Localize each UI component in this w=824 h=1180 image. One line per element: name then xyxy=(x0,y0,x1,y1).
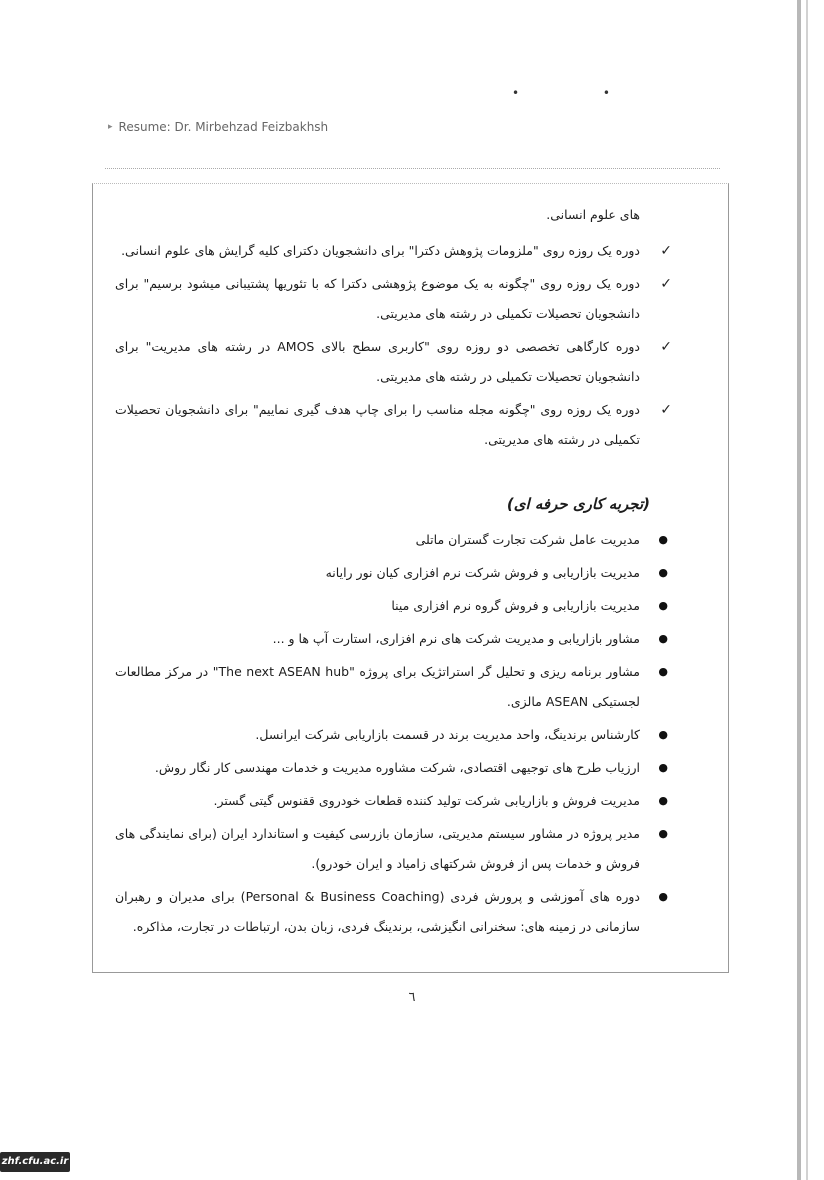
course-text: دوره یک روزه روی "چگونه به یک موضوع پژوهشی دکترا که با تئوریها پشتیبانی میشود برسیم" برای دانشجویان تحصیلات تکمیلی در رشته های مدیریتی. xyxy=(115,276,640,321)
check-icon: ✓ xyxy=(660,243,672,259)
bullet-icon: ● xyxy=(658,827,668,840)
course-item xyxy=(115,269,670,329)
experience-item xyxy=(115,591,670,621)
experience-text: مشاور بازاریابی و مدیریت شرکت های نرم افزاری، استارت آپ ها و ... xyxy=(272,631,640,646)
experience-text: دوره های آموزشی و پرورش فردی (Personal & Business Coaching) برای مدیران و رهبران سازمانی در زمینه های: سخنرانی انگیزشی، برندینگ فردی، زبان بدن، ارتباطات در تجارت، مذاکره. xyxy=(115,889,640,934)
experience-item xyxy=(115,624,670,654)
bullet-icon: ● xyxy=(658,890,668,903)
bullet-icon: ● xyxy=(658,728,668,741)
course-item xyxy=(115,332,670,392)
check-icon: ✓ xyxy=(660,402,672,418)
courses-list xyxy=(115,236,670,455)
bullet-icon: ● xyxy=(658,533,668,546)
experience-text: ارزیاب طرح های توجیهی اقتصادی، شرکت مشاوره مدیریت و خدمات مهندسی کار نگار روش. xyxy=(154,760,640,775)
header-divider xyxy=(105,168,720,169)
bullet-icon: ● xyxy=(658,794,668,807)
experience-item xyxy=(115,558,670,588)
course-text: دوره یک روزه روی "ملزومات پژوهش دکترا" برای دانشجویان دکترای کلیه گرایش های علوم انسانی. xyxy=(121,243,640,258)
course-item xyxy=(115,236,670,266)
experience-item xyxy=(115,882,670,942)
continuation-line: های علوم انسانی. xyxy=(546,207,640,222)
bullet-icon: ● xyxy=(658,599,668,612)
experience-text: مدیریت بازاریابی و فروش شرکت نرم افزاری کیان نور رایانه xyxy=(325,565,640,580)
section-title: (تجربه کاری حرفه ای) xyxy=(506,495,650,513)
page-content xyxy=(115,200,670,945)
experience-item xyxy=(115,819,670,879)
check-icon: ✓ xyxy=(660,339,672,355)
experience-text: مدیر پروژه در مشاور سیستم مدیریتی، سازمان بازرسی کیفیت و استاندارد ایران (برای نمایندگی های فروش و خدمات پس از فروش شرکتهای زامیاد و ایران خودرو). xyxy=(115,826,640,871)
course-text: دوره یک روزه روی "چگونه مجله مناسب را برای چاپ هدف گیری نماییم" برای دانشجویان تحصیلات تکمیلی در رشته های مدیریتی. xyxy=(115,402,640,447)
check-icon: ✓ xyxy=(660,276,672,292)
experience-item xyxy=(115,657,670,717)
header-text: Resume: Dr. Mirbehzad Feizbakhsh xyxy=(118,120,329,134)
experience-text: مدیریت فروش و بازاریابی شرکت تولید کننده قطعات خودروی ققنوس گیتی گستر. xyxy=(213,793,640,808)
experience-item xyxy=(115,753,670,783)
bullet-icon: ● xyxy=(658,566,668,579)
experience-item xyxy=(115,720,670,750)
resume-header xyxy=(108,120,328,134)
course-item xyxy=(115,395,670,455)
footer-logo[interactable]: zhf.cfu.ac.ir xyxy=(0,1152,70,1172)
page-number: ٦ xyxy=(408,990,416,1005)
experience-text: مشاور برنامه ریزی و تحلیل گر استراتژیک برای پروژه "The next ASEAN hub" در مرکز مطالعات لجستیکی ASEAN مالزی. xyxy=(115,664,640,709)
triangle-right-icon: ▸ xyxy=(108,122,113,132)
bullet-icon: ● xyxy=(658,632,668,645)
experience-item xyxy=(115,525,670,555)
experience-text: مدیریت عامل شرکت تجارت گستران ماتلی xyxy=(415,532,640,547)
bullet-icon: ● xyxy=(658,761,668,774)
experience-text: مدیریت بازاریابی و فروش گروه نرم افزاری مینا xyxy=(391,598,640,613)
experience-list xyxy=(115,525,670,942)
scan-marks: • • xyxy=(512,86,650,100)
experience-item xyxy=(115,786,670,816)
experience-text: کارشناس برندینگ، واحد مدیریت برند در قسمت بازاریابی شرکت ایرانسل. xyxy=(255,727,640,742)
course-text: دوره کارگاهی تخصصی دو روزه روی "کاربری سطح بالای AMOS در رشته های مدیریت" برای دانشجویان تحصیلات تکمیلی در رشته های مدیریتی. xyxy=(115,339,641,384)
bullet-icon: ● xyxy=(658,665,668,678)
